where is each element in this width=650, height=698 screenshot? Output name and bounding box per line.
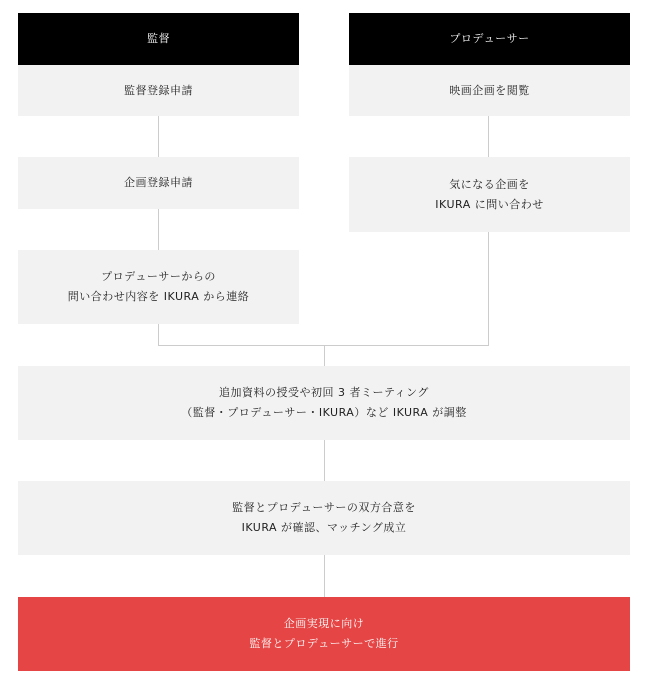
step-label-line-2: 監督とプロデューサーで進行 <box>249 637 399 650</box>
step-label: 企画登録申請 <box>124 176 193 189</box>
step-label-line-2: 問い合わせ内容を IKURA から連絡 <box>67 290 250 303</box>
connector-merge-down <box>324 345 325 366</box>
connector-shared-2-final <box>324 555 325 597</box>
step-label-line-1: 追加資料の授受や初回 3 者ミーティング <box>219 386 429 399</box>
producer-column-header <box>349 13 630 65</box>
step-label: 監督登録申請 <box>124 83 193 97</box>
director-step-register <box>18 65 299 116</box>
shared-step-agreement <box>18 481 630 555</box>
director-header-label: 監督 <box>147 32 170 45</box>
connector-producer-1-2 <box>488 116 489 157</box>
connector-director-1-2 <box>158 116 159 157</box>
connector-director-2-3 <box>158 209 159 250</box>
connector-shared-1-2 <box>324 440 325 481</box>
step-label-line-2: （監督・プロデューサー・IKURA）など IKURA が調整 <box>181 406 467 419</box>
connector-director-3-merge <box>158 324 159 345</box>
step-label: 映画企画を閲覧 <box>449 83 530 97</box>
step-label-line-1: 監督とプロデューサーの双方合意を <box>232 501 416 514</box>
director-column-header <box>18 13 299 65</box>
final-step-production <box>18 597 630 671</box>
step-label-line-1: プロデューサーからの <box>101 270 216 283</box>
director-step-project-register <box>18 157 299 209</box>
producer-header-label: プロデューサー <box>449 32 530 45</box>
producer-step-inquire <box>349 157 630 232</box>
step-label-line-2: IKURA が確認、マッチング成立 <box>241 521 407 534</box>
connector-producer-2-merge <box>488 232 489 345</box>
shared-step-meeting <box>18 366 630 440</box>
producer-step-browse <box>349 65 630 116</box>
step-label-line-2: IKURA に問い合わせ <box>435 197 544 211</box>
step-label-line-1: 企画実現に向け <box>283 617 365 630</box>
step-label-line-1: 気になる企画を <box>449 177 530 191</box>
director-step-inquiry-notice <box>18 250 299 324</box>
